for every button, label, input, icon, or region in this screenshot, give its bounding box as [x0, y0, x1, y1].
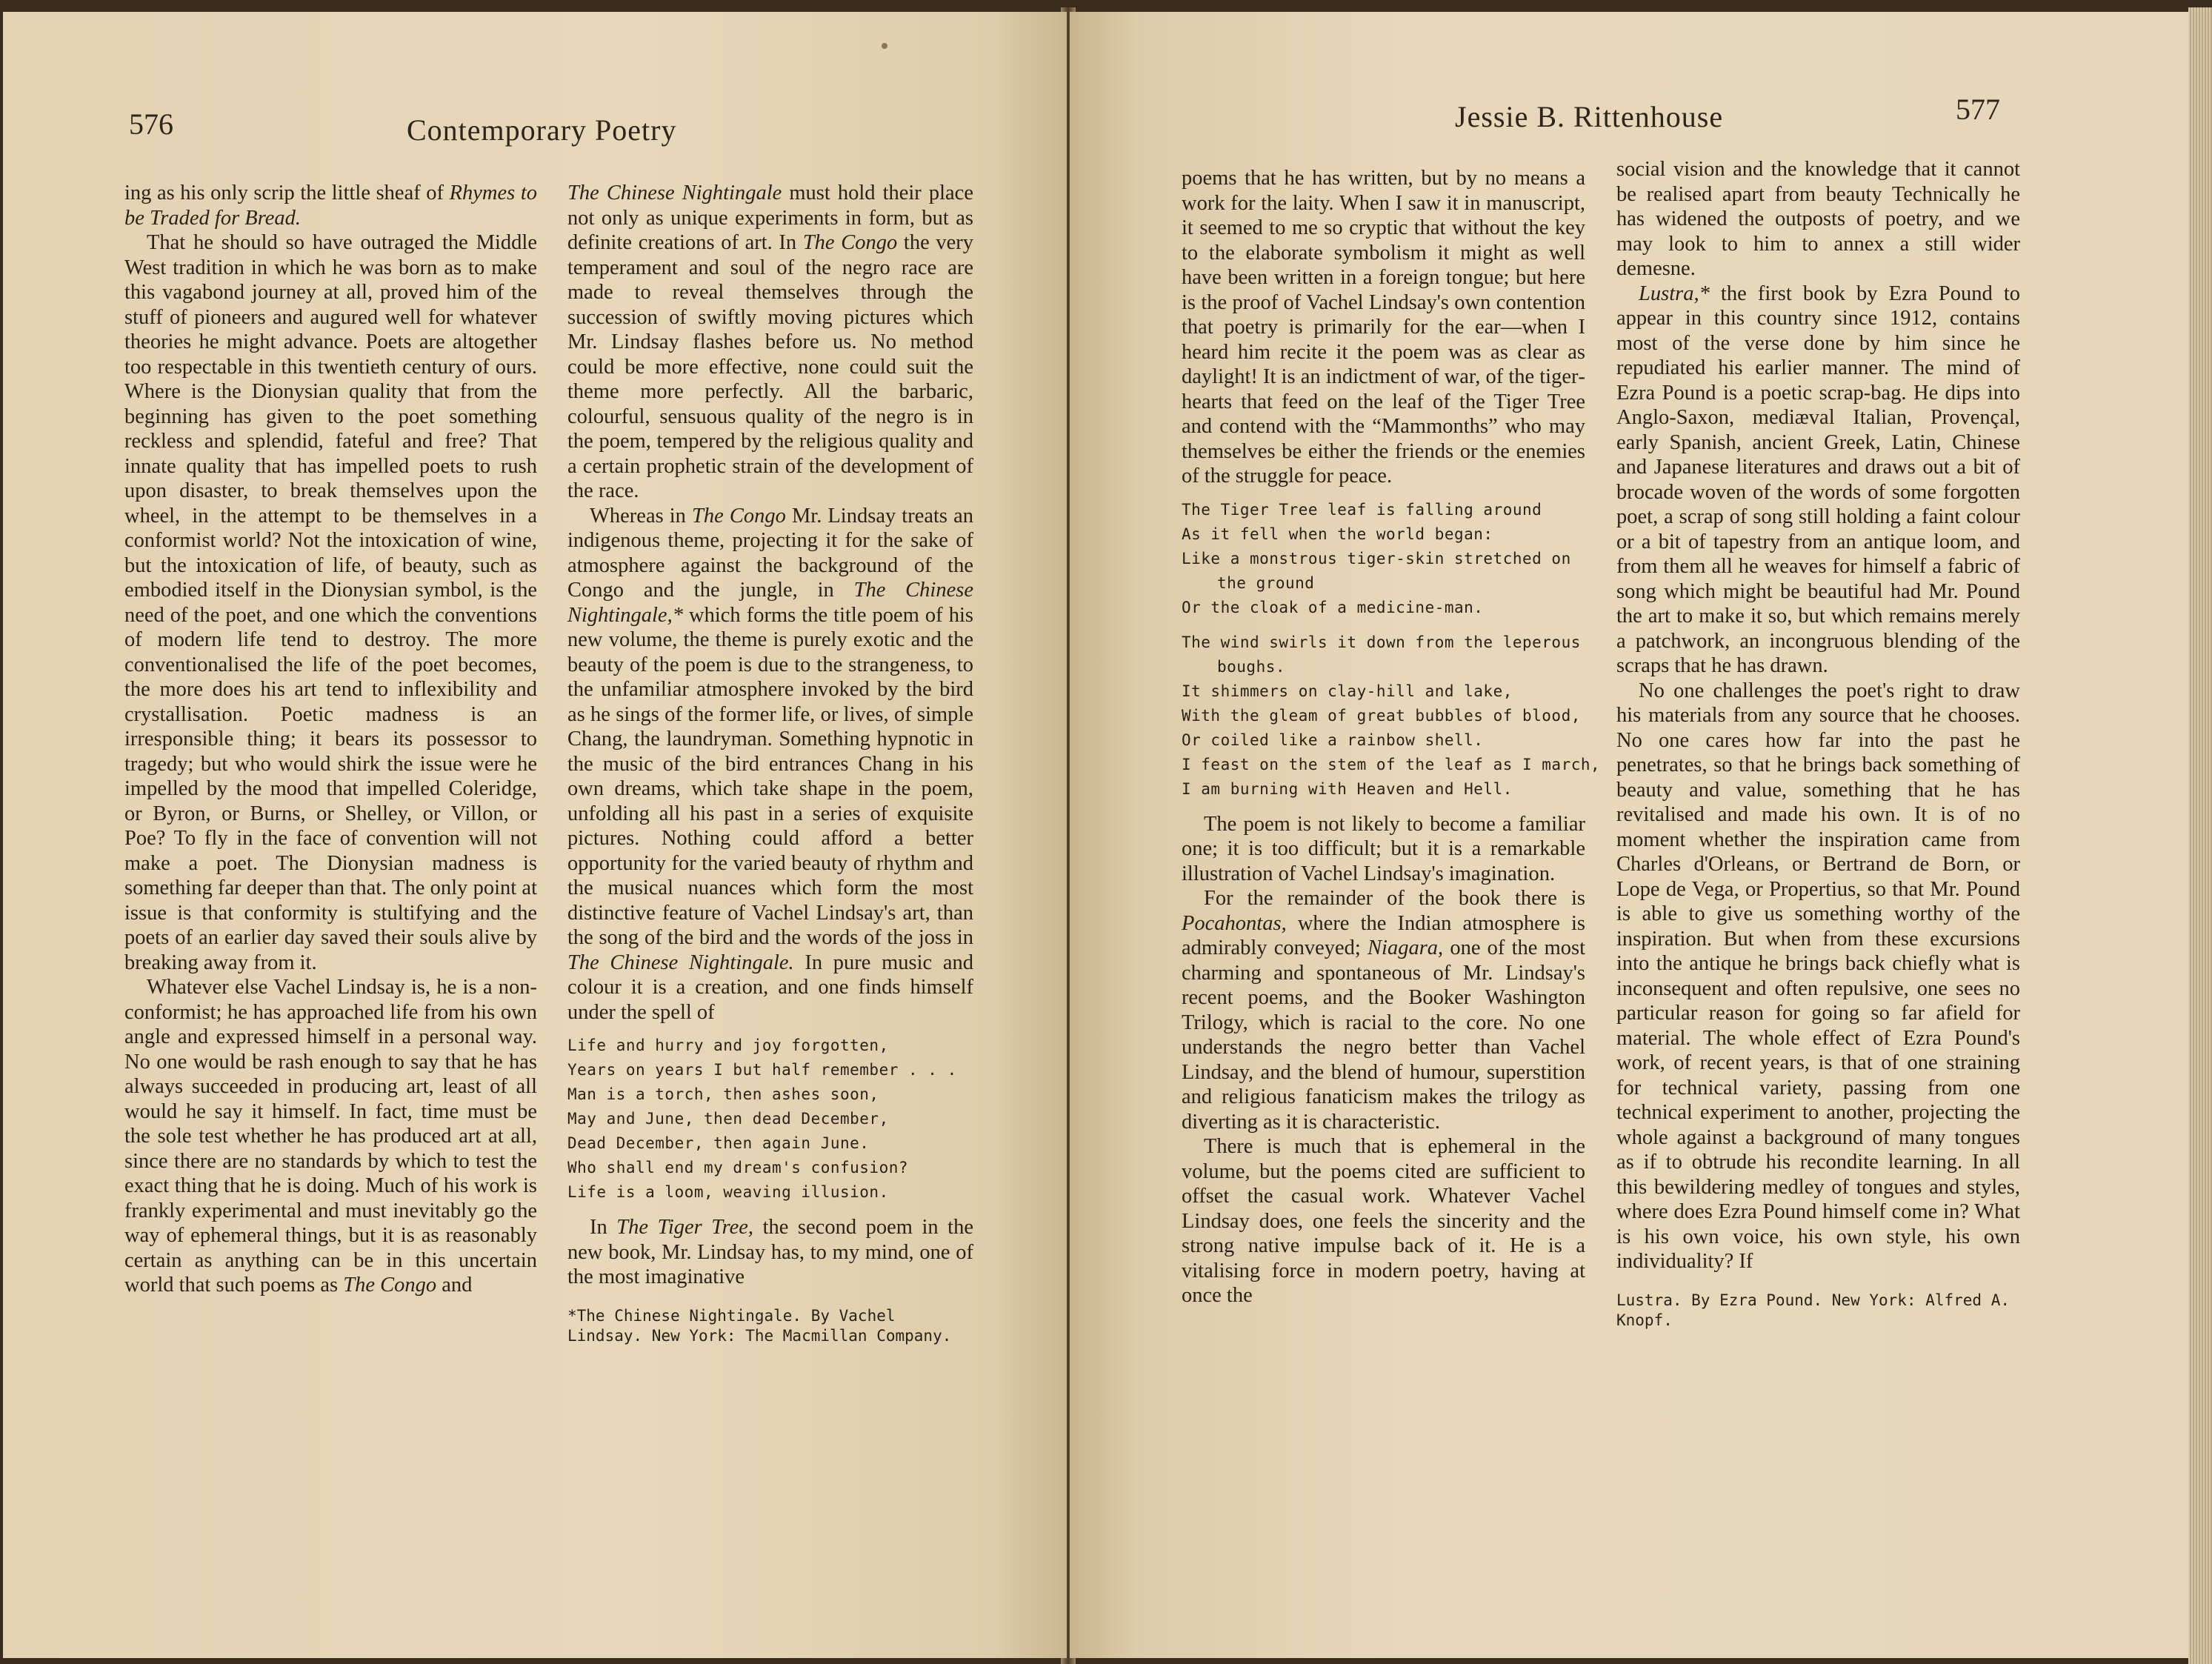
text-block	[567, 1215, 973, 1290]
poem-line: Years on years I but half remember . . .	[567, 1061, 957, 1079]
paragraph: The Chinese Nightingale must hold their place not only as unique experiments in form, but as definite creations of art. In The Congo the very temperament and soul of the negro race are made to reveal themselves through the succession of swiftly moving pictures which Mr. Lindsay flashes before us. No method could be more effective, none could suit the theme more perfectly. All the barbaric, colourful, sensuous quality of the negro is in the poem, tempered by the religious quality and a certain prophetic strain of the development of the race.	[567, 182, 974, 502]
poem-quote	[567, 1034, 973, 1205]
page-number: 576	[129, 107, 173, 141]
paragraph: social vision and the knowledge that it cannot be realised apart from beauty Technically he has widened the outposts of poetry, and we may look to him to annex a still wider demesne.	[1616, 158, 2020, 280]
poem-line: I feast on the stem of the leaf as I march,	[1182, 755, 1601, 773]
poem-line: Or the cloak of a medicine-man.	[1182, 598, 1484, 616]
poem-line: I am burning with Heaven and Hell.	[1182, 779, 1513, 798]
text-block	[567, 181, 973, 1025]
stanza-break	[1182, 620, 1585, 630]
text-block	[1182, 166, 1585, 489]
paragraph: No one challenges the poet's right to draw his materials from any source that he chooses. No one cares how far into the past he penetrates, so that he brings back something of beauty and value, something that he has revitalised and made his own. It is of no moment whether the inspiration came from Charles d'Orleans, or Bertrand de Born, or Lope de Vega, or Propertius, so that Mr. Pound is able to give us something worthy of the inspiration. But when from these excursions into the antique he brings back chiefly what is inconsequent and often repulsive, one sees no particular reason for going so far afield for material. The whole effect of Ezra Pound's work, of recent years, is that of one straining for technical variety, passing from one technical experiment to another, projecting the whole against a background of many tongues as if to obtrude his recondite learning. In all this bewildering medley of tongues and styles, where does Ezra Pound himself come in? What is his own voice, his own style, his own individuality? If	[1616, 679, 2020, 1273]
paragraph: ing as his only scrip the little sheaf of Rhymes to be Traded for Bread.	[124, 182, 537, 230]
page-number: 577	[1956, 93, 2000, 126]
paper-speck	[882, 43, 887, 49]
poem-line: Who shall end my dream's confusion?	[567, 1159, 909, 1177]
text-block	[124, 181, 537, 1298]
poem-line: The wind swirls it down from the leperous boughs.	[1182, 633, 1581, 676]
left-column-2	[567, 181, 973, 1346]
left-page	[3, 12, 1067, 1658]
poem-line: Man is a torch, then ashes soon,	[567, 1085, 879, 1103]
poem-line: Life is a loom, weaving illusion.	[567, 1183, 889, 1201]
footnote: *The Chinese Nightingale. By Vachel Lindsay. New York: The Macmillan Company.	[567, 1306, 952, 1345]
paragraph: Whatever else Vachel Lindsay is, he is a non-conformist; he has approached life from his own angle and expressed himself in a personal way. No one would be rash enough to say that he has always succeeded in producing art, least of all would he say it himself. In fact, time must be the sole test whether he has produced art at all, since there are no standards by which to test the exact thing that he is doing. Much of his work is frankly experimental and must inevitably go the way of ephemeral things, but it is as reasonably certain as anything can be in this uncertain world that such poems as The Congo and	[124, 976, 537, 1297]
right-page	[1070, 12, 2188, 1658]
poem-line: As it fell when the world began:	[1182, 525, 1493, 543]
page-edges	[2188, 7, 2212, 1664]
poem-quote	[1182, 498, 1601, 802]
left-column-1	[124, 181, 537, 1298]
paragraph: For the remainder of the book there is Pocahontas, where the Indian atmosphere is admirably conveyed; Niagara, one of the most charming and spontaneous of Mr. Lindsay's recent poems, and the Booker Washington Trilogy, which is racial to the core. No one understands the negro better than Vachel Lindsay, and the blend of humour, superstition and religious fanaticism makes the trilogy as diverting as it is characteristic.	[1182, 887, 1585, 1134]
poem-line: With the gleam of great bubbles of blood,	[1182, 706, 1581, 725]
paragraph: Whereas in The Congo Mr. Lindsay treats an indigenous theme, projecting it for the sake of atmosphere against the background of the Congo and the jungle, in The Chinese Nightingale,* which forms the title poem of his new volume, the theme is purely exotic and the beauty of the poem is due to the strangeness, to the unfamiliar atmosphere invoked by the bird as he sings of the former life, or lives, of simple Chang, the laundryman. Something hypnotic in the music of the bird entrances Chang in his own dreams, which take shape in the poem, unfolding all his past in a series of exquisite pictures. Nothing could afford a better opportunity for the varied beauty of rhythm and the musical nuances which form the most distinctive feature of Vachel Lindsay's art, than the song of the bird and the words of the joss in The Chinese Nightingale. In pure music and colour it is a creation, and one finds himself under the spell of	[567, 504, 974, 1024]
poem-line: The Tiger Tree leaf is falling around	[1182, 500, 1542, 519]
poem-line: Like a monstrous tiger-skin stretched on the ground	[1182, 549, 1571, 592]
paragraph: Lustra,* the first book by Ezra Pound to appear in this country since 1912, contains most of the verse done by him since he repudiated his earlier manner. The mind of Ezra Pound is a poetic scrap-bag. He dips into Anglo-Saxon, mediæval Italian, Provençal, early Spanish, ancient Greek, Latin, Chinese and Japanese literatures and draws out a bit of brocade woven of the words of some forgotten poet, a scrap of song still holding a faint colour or a bit of tapestry from an antique loom, and from them all he weaves for himself a fabric of song which might be beautiful had Mr. Pound the art to make it so, but which remains merely a patchwork, an incongruous blending of the scraps that he has drawn.	[1616, 282, 2020, 677]
poem-line: Or coiled like a rainbow shell.	[1182, 731, 1484, 749]
poem-line: Life and hurry and joy forgotten,	[567, 1036, 889, 1054]
paragraph: poems that he has written, but by no means a work for the laity. When I saw it in manuscript, it seemed to me so cryptic that without the key to the elaborate symbolism it might as well have been written in a foreign tongue; but here is the proof of Vachel Lindsay's own contention that poetry is primarily for the ear—when I heard him recite it the poem was as clear as daylight! It is an indictment of war, of the tigerhearts that feed on the leaf of the Tiger Tree and contend with the “Mammonths” who may themselves be either the friends or the enemies of the struggle for peace.	[1182, 167, 1585, 487]
poem-line: May and June, then dead December,	[567, 1110, 889, 1128]
text-block	[1616, 157, 2020, 1274]
poem-line: Dead December, then again June.	[567, 1134, 870, 1152]
right-column-2	[1616, 157, 2020, 1331]
right-column-1	[1182, 166, 1601, 1308]
running-head: Jessie B. Rittenhouse	[1455, 100, 1724, 133]
poem-line: It shimmers on clay-hill and lake,	[1182, 682, 1513, 700]
footnote: Lustra. By Ezra Pound. New York: Alfred A. Knopf.	[1616, 1291, 2011, 1329]
paragraph: That he should so have outraged the Middle West tradition in which he was born as to make this vagabond journey at all, proved him of the stuff of pioneers and augured well for whatever theories he might advance. Poets are altogether too respectable in this twentieth century of ours. Where is the Dionysian quality that from the beginning has given to the poet something reckless and splendid, fateful and free? That innate quality that has impelled poets to rush upon disaster, to break themselves upon the wheel, in the attempt to be themselves in a conformist world? Not the intoxication of wine, but the intoxication of life, of beauty, such as embodied itself in the Dionysian symbol, is the need of the poet, and one which the conventions of modern life tend to destroy. The more conventionalised the life of the poet becomes, the more does his art tend to inflexibility and crystallisation. Poetic madness is an irresponsible thing; it bears its possessor to tragedy; but who would shirk the issue were he impelled by the mood that impelled Coleridge, or Byron, or Burns, or Shelley, or Villon, or Poe? To fly in the face of convention will not make a poet. The Dionysian madness is something far deeper than that. The only point at issue is that conformity is stultifying and the poets of an earlier day saved their souls alive by breaking away from it.	[124, 231, 537, 974]
paragraph: There is much that is ephemeral in the volume, but the poems cited are sufficient to offset the casual work. Whatever Vachel Lindsay does, one feels the sincerity and the strong native impulse back of it. He is a vitalising force in modern poetry, having at once the	[1182, 1135, 1585, 1307]
running-head: Contemporary Poetry	[407, 113, 677, 147]
paragraph: The poem is not likely to become a familiar one; it is too difficult; but it is a remarkable illustration of Vachel Lindsay's imagination.	[1182, 812, 1585, 885]
text-block	[1182, 812, 1585, 1308]
paragraph: In The Tiger Tree, the second poem in the new book, Mr. Lindsay has, to my mind, one of the most imaginative	[567, 1216, 973, 1288]
